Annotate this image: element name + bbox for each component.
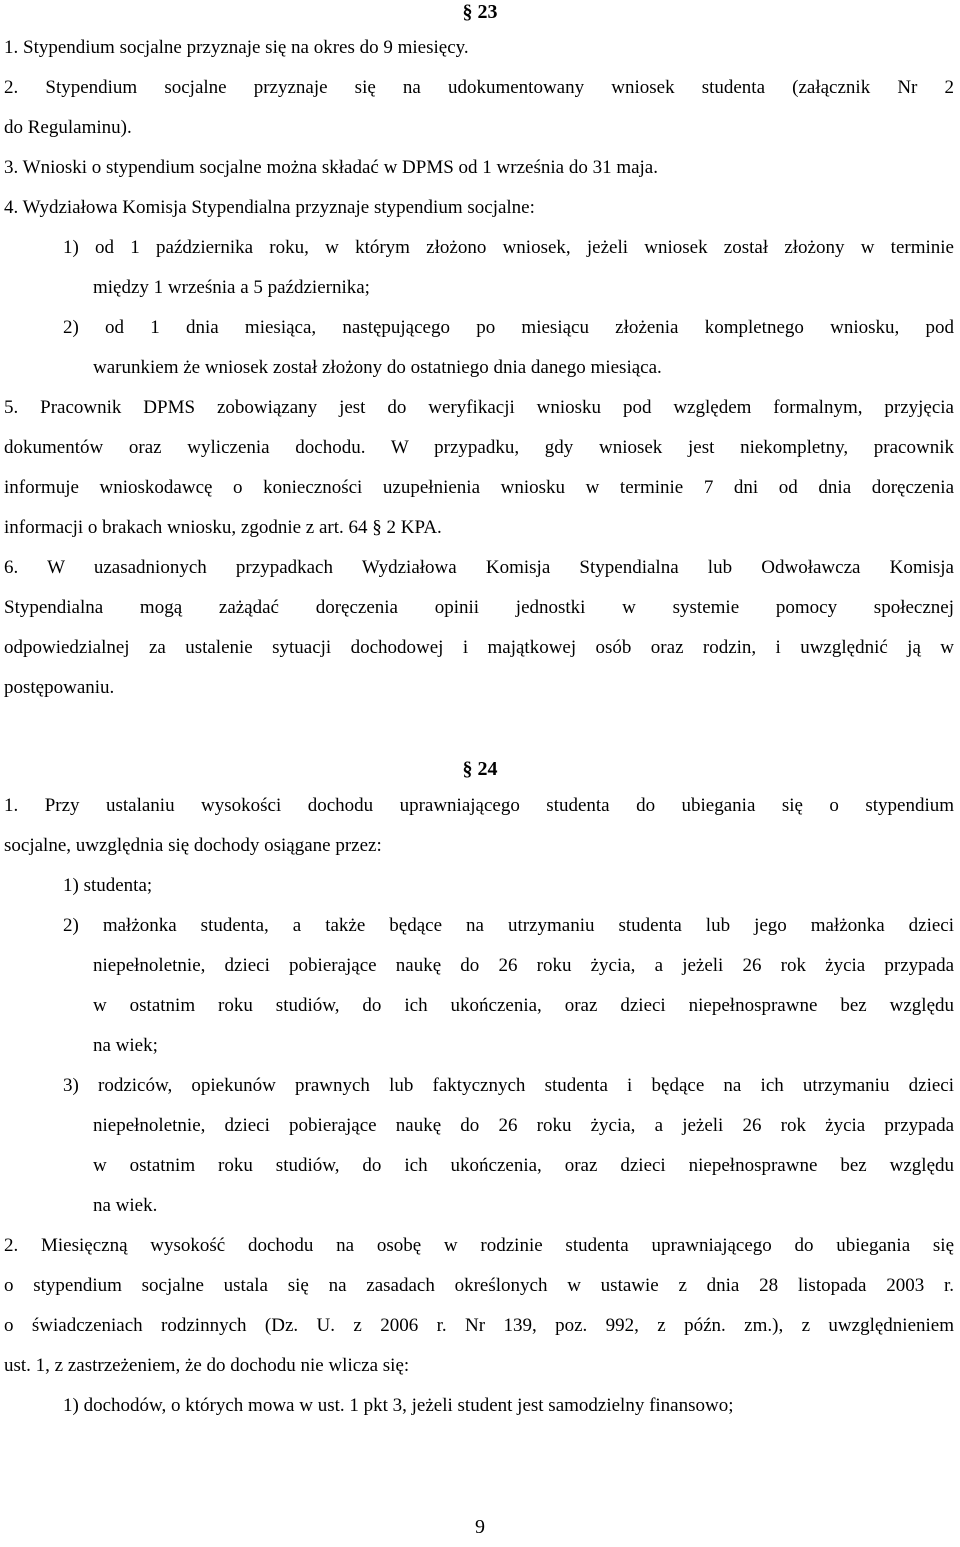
list-item-line: 1) studenta; [63, 875, 153, 896]
paragraph-line: dokumentów oraz wyliczenia dochodu. W przypadku, gdy wniosek jest niekompletny, pracownik [4, 437, 954, 458]
paragraph-line: 2. Stypendium socjalne przyznaje się na udokumentowany wniosek studenta (załącznik Nr 2 [4, 77, 954, 98]
list-item-line: 1) od 1 października roku, w którym złożono wniosek, jeżeli wniosek został złożony w terminie [63, 237, 954, 258]
paragraph-line: 2. Miesięczną wysokość dochodu na osobę w rodzinie studenta uprawniającego do ubiegania się [4, 1235, 954, 1256]
page-number: 9 [475, 1516, 485, 1538]
list-item-line: 2) od 1 dnia miesiąca, następującego po miesiącu złożenia kompletnego wniosku, pod [63, 317, 954, 338]
paragraph-line: Stypendialna mogą zażądać doręczenia opinii jednostki w systemie pomocy społecznej [4, 597, 954, 618]
list-item-line: 2) małżonka studenta, a także będące na utrzymaniu studenta lub jego małżonka dzieci [63, 915, 954, 936]
list-item-line: 3) rodziców, opiekunów prawnych lub faktycznych studenta i będące na ich utrzymaniu dzieci [63, 1075, 954, 1096]
list-item-line: warunkiem że wniosek został złożony do ostatniego dnia danego miesiąca. [93, 357, 662, 378]
paragraph-line: 1. Stypendium socjalne przyznaje się na okres do 9 miesięcy. [4, 37, 469, 58]
paragraph-line: o stypendium socjalne ustala się na zasadach określonych w ustawie z dnia 28 listopada 2003 r. [4, 1275, 954, 1296]
paragraph-line: socjalne, uwzględnia się dochody osiągane przez: [4, 835, 382, 856]
paragraph-line: o świadczeniach rodzinnych (Dz. U. z 2006 r. Nr 139, poz. 992, z późn. zm.), z uwzględnieniem [4, 1315, 954, 1336]
paragraph-line: ust. 1, z zastrzeżeniem, że do dochodu nie wlicza się: [4, 1355, 410, 1376]
list-item-line: niepełnoletnie, dzieci pobierające naukę do 26 roku życia, a jeżeli 26 rok życia przypada [93, 1115, 954, 1136]
paragraph-line: 3. Wnioski o stypendium socjalne można składać w DPMS od 1 września do 31 maja. [4, 157, 658, 178]
list-item-line: w ostatnim roku studiów, do ich ukończenia, oraz dzieci niepełnosprawne bez względu [93, 1155, 954, 1176]
list-item-line: między 1 września a 5 października; [93, 277, 370, 298]
paragraph-line: 1. Przy ustalaniu wysokości dochodu uprawniającego studenta do ubiegania się o stypendium [4, 795, 954, 816]
list-item-line: na wiek. [93, 1195, 158, 1216]
section-heading-23: § 23 [462, 1, 498, 23]
paragraph-line: 6. W uzasadnionych przypadkach Wydziałowa Komisja Stypendialna lub Odwoławcza Komisja [4, 557, 954, 578]
paragraph-line: do Regulaminu). [4, 117, 132, 138]
list-item-line: 1) dochodów, o których mowa w ust. 1 pkt 3, jeżeli student jest samodzielny finansowo; [63, 1395, 734, 1416]
paragraph-line: 5. Pracownik DPMS zobowiązany jest do weryfikacji wniosku pod względem formalnym, przyjęcia [4, 397, 954, 418]
list-item-line: niepełnoletnie, dzieci pobierające naukę do 26 roku życia, a jeżeli 26 rok życia przypada [93, 955, 954, 976]
section-heading-24: § 24 [462, 758, 498, 780]
list-item-line: na wiek; [93, 1035, 158, 1056]
paragraph-line: postępowaniu. [4, 677, 115, 698]
list-item-line: w ostatnim roku studiów, do ich ukończenia, oraz dzieci niepełnosprawne bez względu [93, 995, 954, 1016]
paragraph-line: odpowiedzialnej za ustalenie sytuacji dochodowej i majątkowej osób oraz rodzin, i uwzględnić ją w [4, 637, 954, 658]
paragraph-line: 4. Wydziałowa Komisja Stypendialna przyznaje stypendium socjalne: [4, 197, 535, 218]
paragraph-line: informacji o brakach wniosku, zgodnie z art. 64 § 2 KPA. [4, 517, 442, 538]
paragraph-line: informuje wnioskodawcę o konieczności uzupełnienia wniosku w terminie 7 dni od dnia doręczenia [4, 477, 954, 498]
